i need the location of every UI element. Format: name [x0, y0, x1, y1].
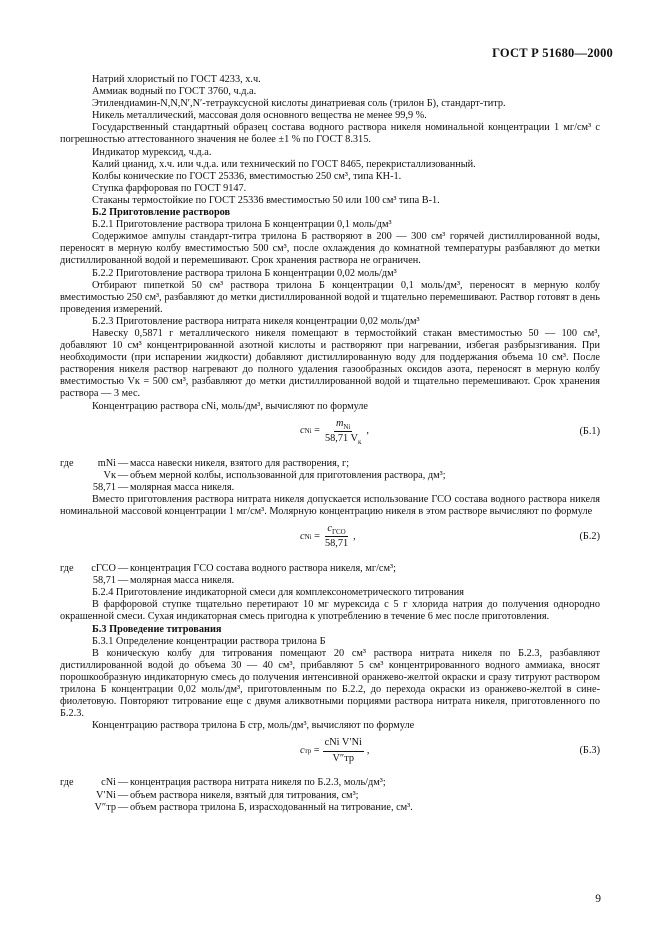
- subsection-b2-3: Б.2.3 Приготовление раствора нитрата никеля концентрации 0,02 моль/дм³: [92, 315, 420, 327]
- legend-row: где cГСО — концентрация ГСО состава водного раствора никеля, мг/см³;: [60, 563, 396, 575]
- legend-row: 58,71 — молярная масса никеля.: [92, 481, 235, 493]
- fraction: $\frac{m_{Ni}}{58,71 V_к}$: [324, 417, 362, 446]
- paragraph: Концентрацию раствора трилона Б cтр, моль/дм³, вычисляют по формуле: [92, 720, 415, 732]
- reagent-line: Аммиак водный по ГОСТ 3760, ч.д.а.: [92, 86, 257, 98]
- reagent-line: Колбы конические по ГОСТ 25336, вместимостью 250 см³, типа КН-1.: [92, 170, 402, 182]
- formula-number: (Б.2): [579, 531, 600, 543]
- formula-b3: c тр = $\frac{\text{cNi V′Ni}}{V''тр}$ , (Б.3): [300, 737, 600, 764]
- legend-row: где mNi — масса навески никеля, взятого для растворения, г;: [60, 457, 350, 469]
- paragraph: В фарфоровой ступке тщательно перетирают 10 мг мурексида с 5 г хлорида натрия до получения однородно окрашенной смеси. Сухая индикаторная смесь пригодна к употреблению в течение 6 мес после приготовления.: [60, 599, 600, 623]
- page-number: 9: [595, 893, 601, 905]
- reagent-line: Государственный стандартный образец состава водного раствора никеля номинальной концентрации 1 мг/см³ с погрешностью аттестованного значения не более ±1 % по ГОСТ 8.315.: [60, 122, 600, 146]
- formula-b2: c Ni = $\frac{c_{ГСО}}{58,71}$ , (Б.2): [300, 523, 600, 550]
- fraction: $\frac{\text{cNi V′Ni}}{V''тр}$: [324, 737, 362, 764]
- legend-row: V″тр — объем раствора трилона Б, израсходованный на титрование, см³.: [94, 801, 413, 813]
- paragraph: В коническую колбу для титрования помещают 20 см³ раствора нитрата никеля по Б.2.3, разбавляют дистиллированной водой до объема 30 — 40 см³, прибавляют 5 см³ концентрированного водного аммиака, вносят порошкообразную индикаторную смесь до получения интенсивной оранжево-желтой окраски и сразу титруют раствором трилона Б концентрации 0,02 моль/дм³, приготовленным по Б.2.2, до перехода окраски из оранжево-желтой в сине-фиолетовую. Повторяют титрование еще с двумя аликвотными порциями раствора нитрата никеля, приготовленного по Б.2.3.: [60, 647, 600, 720]
- subsection-b3-1: Б.3.1 Определение концентрации раствора трилона Б: [92, 635, 326, 647]
- reagent-line: Ступка фарфоровая по ГОСТ 9147.: [92, 182, 247, 194]
- paragraph: Содержимое ампулы стандарт-титра трилона Б растворяют в 200 — 300 см³ горячей дистиллированной воды, переносят в мерную колбу вместимостью 500 см³, после охлаждения до комнатной температуры разбавляют до метки дистиллированной водой и перемешивают. Срок хранения раствора не ограничен.: [60, 231, 600, 267]
- reagent-line: Никель металлический, массовая доля основного вещества не менее 99,9 %.: [92, 110, 427, 122]
- paragraph: Отбирают пипеткой 50 см³ раствора трилона Б концентрации 0,1 моль/дм³, переносят в мерную колбу вместимостью 250 см³, разбавляют до метки дистиллированной водой и тщательно перемешивают. Раствор готовят в день проведения измерений.: [60, 279, 600, 315]
- paragraph: Навеску 0,5871 г металлического никеля помещают в термостойкий стакан вместимостью 50 — 100 см³, добавляют 10 см³ концентрированной азотной кислоты и растворяют при нагревании, избегая разбрызгивания. При необходимости (при испарении жидкости) добавляют дистиллированную воду для поддержания объема 10 см³. После растворения никеля раствор нагревают до полного удаления газообразных оксидов азота, переносят в мерную колбу вместимостью Vк = 500 см³, разбавляют до метки дистиллированной водой и тщательно перемешивают. Срок хранения раствора — 3 мес.: [60, 327, 600, 400]
- subsection-b2-2: Б.2.2 Приготовление раствора трилона Б концентрации 0,02 моль/дм³: [92, 267, 397, 279]
- section-title-b2: Б.2 Приготовление растворов: [92, 207, 231, 219]
- paragraph: Концентрацию раствора cNi, моль/дм³, вычисляют по формуле: [92, 400, 368, 412]
- reagent-line: Натрий хлористый по ГОСТ 4233, х.ч.: [92, 74, 261, 85]
- paragraph: Вместо приготовления раствора нитрата никеля допускается использование ГСО состава водного раствора никеля номинальной массовой концентрации 1 мг/см³. Молярную концентрацию никеля в этом растворе вычисляют по формуле: [60, 493, 600, 517]
- fraction: $\frac{c_{ГСО}}{58,71}$: [324, 523, 349, 550]
- formula-number: (Б.3): [579, 745, 600, 757]
- subsection-b2-4: Б.2.4 Приготовление индикаторной смеси для комплексонометрического титрования: [92, 587, 465, 599]
- reagent-line: Калий цианид, х.ч. или ч.д.а. или технический по ГОСТ 8465, перекристаллизованный.: [92, 158, 476, 170]
- legend-row: 58,71 — молярная масса никеля.: [92, 575, 235, 587]
- formula-number: (Б.1): [579, 425, 600, 437]
- legend-row: V′Ni — объем раствора никеля, взятый для титрования, см³;: [96, 789, 359, 801]
- legend-row: Vк — объем мерной колбы, использованной для приготовления раствора, дм³;: [103, 469, 446, 481]
- document-body: [60, 74, 600, 814]
- subsection-b2-1: Б.2.1 Приготовление раствора трилона Б концентрации 0,1 моль/дм³: [92, 219, 392, 231]
- formula-b1: c Ni = $\frac{m_{Ni}}{58,71 V_к}$ , (Б.1): [300, 417, 600, 446]
- reagent-line: Этилендиамин-N,N,N′,N′-тетрауксусной кислоты динатриевая соль (трилон Б), стандарт-титр.: [92, 98, 506, 110]
- legend-row: где cNi — концентрация раствора нитрата никеля по Б.2.3, моль/дм³;: [60, 777, 386, 789]
- standard-code-header: ГОСТ Р 51680—2000: [492, 46, 613, 60]
- section-title-b3: Б.3 Проведение титрования: [92, 623, 222, 635]
- reagent-line: Индикатор мурексид, ч.д.а.: [92, 146, 212, 158]
- reagent-line: Стаканы термостойкие по ГОСТ 25336 вместимостью 50 или 100 см³ типа В-1.: [92, 194, 440, 206]
